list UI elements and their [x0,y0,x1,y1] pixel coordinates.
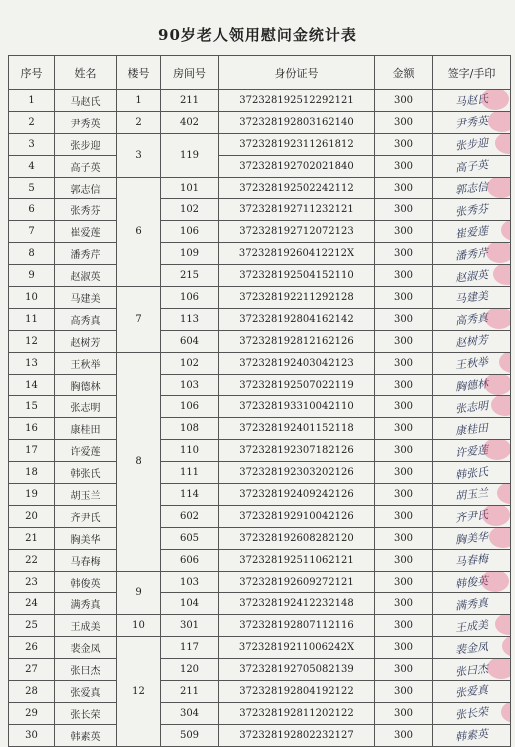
table-row [9,637,511,659]
table-row [9,90,511,112]
table-row [9,199,511,221]
cell-no: 19 [9,484,55,506]
cell-room: 604 [161,330,219,352]
handwritten-signature: 满秀真 [454,596,489,613]
cell-id-number: 37232819260412212X [219,243,375,265]
cell-amount: 300 [375,593,433,615]
fingerprint-stamp [497,484,511,505]
handwritten-signature: 张志明 [454,399,489,416]
cell-name: 裴金凤 [55,637,117,659]
handwritten-signature: 马赵氏 [454,92,489,110]
cell-name: 张步迎 [55,133,117,155]
cell-id-number: 372328192502242112 [219,177,375,199]
cell-no: 26 [9,637,55,659]
fingerprint-stamp [489,527,511,548]
header-building: 楼号 [117,56,161,90]
table-row [9,396,511,418]
cell-amount: 300 [375,505,433,527]
cell-amount: 300 [375,287,433,309]
cell-room: 301 [161,615,219,637]
cell-name: 潘秀芹 [55,243,117,265]
cell-room: 102 [161,352,219,374]
cell-signature [433,615,511,637]
cell-room: 215 [161,265,219,287]
cell-room: 106 [161,287,219,309]
cell-signature [433,330,511,352]
cell-room: 109 [161,243,219,265]
handwritten-signature: 韩俊英 [454,574,489,591]
table-row [9,133,511,155]
handwritten-signature: 马春梅 [454,552,489,569]
cell-id-number: 372328192609272121 [219,571,375,593]
fingerprint-stamp [485,308,511,329]
cell-name: 张曰杰 [55,659,117,681]
cell-signature [433,90,511,112]
cell-id-number: 372328192401152118 [219,418,375,440]
cell-amount: 300 [375,155,433,177]
cell-signature [433,111,511,133]
cell-amount: 300 [375,659,433,681]
table-row [9,374,511,396]
cell-name: 马建美 [55,287,117,309]
cell-signature [433,265,511,287]
page-title: 90岁老人领用慰问金统计表 [158,26,357,44]
cell-building: 12 [117,637,161,746]
fingerprint-stamp [488,111,511,132]
table-row [9,330,511,352]
cell-name: 马赵氏 [55,90,117,112]
cell-amount: 300 [375,702,433,724]
fingerprint-stamp [495,133,511,154]
cell-no: 21 [9,527,55,549]
cell-signature [433,505,511,527]
cell-id-number: 372328192802232127 [219,724,375,746]
cell-room: 606 [161,549,219,571]
cell-room: 119 [161,133,219,177]
cell-amount: 300 [375,549,433,571]
table-row [9,111,511,133]
cell-id-number: 372328192511062121 [219,549,375,571]
cell-signature [433,418,511,440]
cell-amount: 300 [375,221,433,243]
cell-signature [433,308,511,330]
cell-name: 韩张氏 [55,462,117,484]
handwritten-signature: 齐尹氏 [454,508,489,526]
cell-no: 6 [9,199,55,221]
table-row [9,615,511,637]
cell-room: 110 [161,440,219,462]
cell-building: 2 [117,111,161,133]
table-row [9,659,511,681]
cell-amount: 300 [375,724,433,746]
table-row [9,549,511,571]
handwritten-signature: 崔爱莲 [454,224,489,241]
cell-amount: 300 [375,243,433,265]
table-row [9,221,511,243]
table-row [9,527,511,549]
cell-no: 16 [9,418,55,440]
cell-building: 10 [117,615,161,637]
cell-id-number: 372328192705082139 [219,659,375,681]
cell-id-number: 372328192507022119 [219,374,375,396]
fingerprint-stamp [501,221,511,242]
cell-signature [433,199,511,221]
handwritten-signature: 裴金凤 [454,640,489,657]
cell-no: 30 [9,724,55,746]
cell-building: 9 [117,571,161,615]
cell-room: 103 [161,571,219,593]
cell-signature [433,155,511,177]
table-row [9,702,511,724]
table-row [9,593,511,615]
cell-no: 10 [9,287,55,309]
cell-id-number: 372328192608282120 [219,527,375,549]
cell-no: 2 [9,111,55,133]
cell-room: 104 [161,593,219,615]
cell-room: 304 [161,702,219,724]
cell-name: 康桂田 [55,418,117,440]
cell-no: 29 [9,702,55,724]
cell-no: 15 [9,396,55,418]
cell-name: 崔爱莲 [55,221,117,243]
cell-signature [433,133,511,155]
handwritten-signature: 胡玉兰 [454,486,489,504]
cell-no: 25 [9,615,55,637]
cell-room: 509 [161,724,219,746]
cell-id-number: 372328192711232121 [219,199,375,221]
header-name: 姓名 [55,56,117,90]
cell-room: 120 [161,659,219,681]
table-row [9,177,511,199]
fingerprint-stamp [487,659,511,680]
cell-signature [433,659,511,681]
cell-name: 胸美华 [55,527,117,549]
cell-building: 6 [117,177,161,286]
handwritten-signature: 胸德林 [454,377,489,394]
cell-id-number: 372328192512292121 [219,90,375,112]
cell-signature [433,637,511,659]
cell-no: 23 [9,571,55,593]
header-amount: 金额 [375,56,433,90]
cell-room: 106 [161,221,219,243]
cell-amount: 300 [375,352,433,374]
cell-amount: 300 [375,615,433,637]
cell-building: 7 [117,287,161,353]
cell-amount: 300 [375,462,433,484]
cell-name: 赵淑英 [55,265,117,287]
cell-id-number: 372328192409242126 [219,484,375,506]
handwritten-signature: 潘秀芹 [454,245,489,263]
cell-name: 赵树芳 [55,330,117,352]
cell-amount: 300 [375,396,433,418]
cell-amount: 300 [375,111,433,133]
cell-amount: 300 [375,484,433,506]
table-row [9,265,511,287]
cell-id-number: 372328192303202126 [219,462,375,484]
cell-signature [433,724,511,746]
cell-signature [433,352,511,374]
cell-no: 3 [9,133,55,155]
cell-id-number: 372328192307182126 [219,440,375,462]
cell-no: 8 [9,243,55,265]
handwritten-signature: 胸美华 [454,530,489,547]
handwritten-signature: 高秀真 [454,311,489,329]
fingerprint-stamp [501,702,511,723]
cell-amount: 300 [375,440,433,462]
cell-name: 张长荣 [55,702,117,724]
cell-signature [433,287,511,309]
table-row [9,440,511,462]
table-row [9,308,511,330]
cell-signature [433,440,511,462]
cell-no: 22 [9,549,55,571]
cell-no: 11 [9,308,55,330]
cell-no: 4 [9,155,55,177]
cell-room: 102 [161,199,219,221]
cell-amount: 300 [375,374,433,396]
cell-name: 王秋举 [55,352,117,374]
header-signature: 签字/手印 [433,56,511,90]
cell-id-number: 372328192804162142 [219,308,375,330]
cell-name: 张爱真 [55,681,117,703]
cell-signature [433,374,511,396]
handwritten-signature: 韩张氏 [454,464,489,482]
cell-signature [433,549,511,571]
fingerprint-stamp [493,265,511,286]
cell-amount: 300 [375,637,433,659]
cell-id-number: 372328192812162126 [219,330,375,352]
cell-name: 张秀芬 [55,199,117,221]
cell-no: 24 [9,593,55,615]
cell-no: 28 [9,681,55,703]
header-room: 房间号 [161,56,219,90]
cell-signature [433,396,511,418]
handwritten-signature: 郭志信 [454,180,489,197]
cell-id-number: 37232819211006242X [219,637,375,659]
cell-id-number: 372328192803162140 [219,111,375,133]
cell-id-number: 372328192702021840 [219,155,375,177]
cell-room: 108 [161,418,219,440]
table-row [9,243,511,265]
cell-signature [433,221,511,243]
cell-signature [433,243,511,265]
cell-building: 3 [117,133,161,177]
handwritten-signature: 张长荣 [454,705,489,723]
handwritten-signature: 赵树芳 [454,333,489,350]
cell-room: 117 [161,637,219,659]
table-row [9,418,511,440]
cell-amount: 300 [375,308,433,330]
table-row [9,681,511,703]
cell-name: 满秀真 [55,593,117,615]
cell-room: 106 [161,396,219,418]
cell-signature [433,681,511,703]
cell-room: 605 [161,527,219,549]
handwritten-signature: 张秀芬 [454,202,489,219]
fingerprint-stamp [499,352,511,373]
cell-name: 齐尹氏 [55,505,117,527]
cell-signature [433,527,511,549]
table-row [9,484,511,506]
cell-room: 402 [161,111,219,133]
handwritten-signature: 高子英 [454,158,489,175]
cell-id-number: 372328192811202122 [219,702,375,724]
handwritten-signature: 尹秀英 [454,114,489,132]
handwritten-signature: 张曰杰 [454,661,489,679]
cell-name: 高秀真 [55,308,117,330]
fingerprint-stamp [487,177,511,198]
cell-no: 12 [9,330,55,352]
cell-name: 高子英 [55,155,117,177]
cell-id-number: 372328192712072123 [219,221,375,243]
cell-signature [433,593,511,615]
cell-no: 5 [9,177,55,199]
cell-name: 马春梅 [55,549,117,571]
fingerprint-stamp [491,396,511,417]
cell-name: 胡玉兰 [55,484,117,506]
cell-amount: 300 [375,133,433,155]
cell-no: 27 [9,659,55,681]
fingerprint-stamp [495,615,511,636]
cell-signature [433,571,511,593]
header-no: 序号 [9,56,55,90]
table-body [9,90,511,747]
cell-signature [433,177,511,199]
cell-id-number: 372328193310042110 [219,396,375,418]
cell-no: 7 [9,221,55,243]
table-row [9,155,511,177]
cell-amount: 300 [375,681,433,703]
cell-room: 101 [161,177,219,199]
cell-amount: 300 [375,527,433,549]
cell-amount: 300 [375,571,433,593]
cell-no: 9 [9,265,55,287]
cell-room: 114 [161,484,219,506]
table-row [9,724,511,746]
cell-name: 许爱莲 [55,440,117,462]
cell-name: 王成美 [55,615,117,637]
cell-no: 17 [9,440,55,462]
cell-id-number: 372328192211292128 [219,287,375,309]
header-row [9,56,511,90]
cell-name: 郭志信 [55,177,117,199]
handwritten-signature: 马建美 [454,289,489,307]
cell-name: 韩素英 [55,724,117,746]
cell-id-number: 372328192311261812 [219,133,375,155]
cell-signature [433,702,511,724]
header-id: 身份证号 [219,56,375,90]
handwritten-signature: 王秋举 [454,355,489,372]
cell-name: 张志明 [55,396,117,418]
table-row [9,287,511,309]
cell-room: 211 [161,90,219,112]
cell-room: 111 [161,462,219,484]
cell-room: 113 [161,308,219,330]
handwritten-signature: 许爱莲 [454,442,489,460]
cell-amount: 300 [375,265,433,287]
table-row [9,505,511,527]
table-row [9,352,511,374]
cell-name: 韩俊英 [55,571,117,593]
cell-id-number: 372328192910042126 [219,505,375,527]
cell-no: 18 [9,462,55,484]
cell-signature [433,462,511,484]
handwritten-signature: 张步迎 [454,136,489,153]
cell-room: 602 [161,505,219,527]
fingerprint-stamp [502,637,511,658]
cell-amount: 300 [375,177,433,199]
cell-room: 211 [161,681,219,703]
cell-room: 103 [161,374,219,396]
cell-no: 1 [9,90,55,112]
cell-no: 20 [9,505,55,527]
cell-no: 14 [9,374,55,396]
cell-id-number: 372328192807112116 [219,615,375,637]
table-row [9,462,511,484]
table-row [9,571,511,593]
handwritten-signature: 韩素英 [454,727,489,744]
cell-id-number: 372328192412232148 [219,593,375,615]
handwritten-signature: 王成美 [454,618,489,635]
cell-amount: 300 [375,330,433,352]
handwritten-signature: 康桂田 [454,421,489,438]
handwritten-signature: 赵淑英 [454,267,489,285]
cell-name: 胸德林 [55,374,117,396]
cell-amount: 300 [375,90,433,112]
fingerprint-stamp [486,243,511,264]
cell-building: 1 [117,90,161,112]
handwritten-signature: 张爱真 [454,683,489,701]
cell-id-number: 372328192403042123 [219,352,375,374]
cell-id-number: 372328192504152110 [219,265,375,287]
cell-building: 8 [117,352,161,571]
allowance-table [8,55,511,747]
cell-signature [433,484,511,506]
cell-id-number: 372328192804192122 [219,681,375,703]
cell-no: 13 [9,352,55,374]
cell-amount: 300 [375,199,433,221]
cell-name: 尹秀英 [55,111,117,133]
cell-amount: 300 [375,418,433,440]
